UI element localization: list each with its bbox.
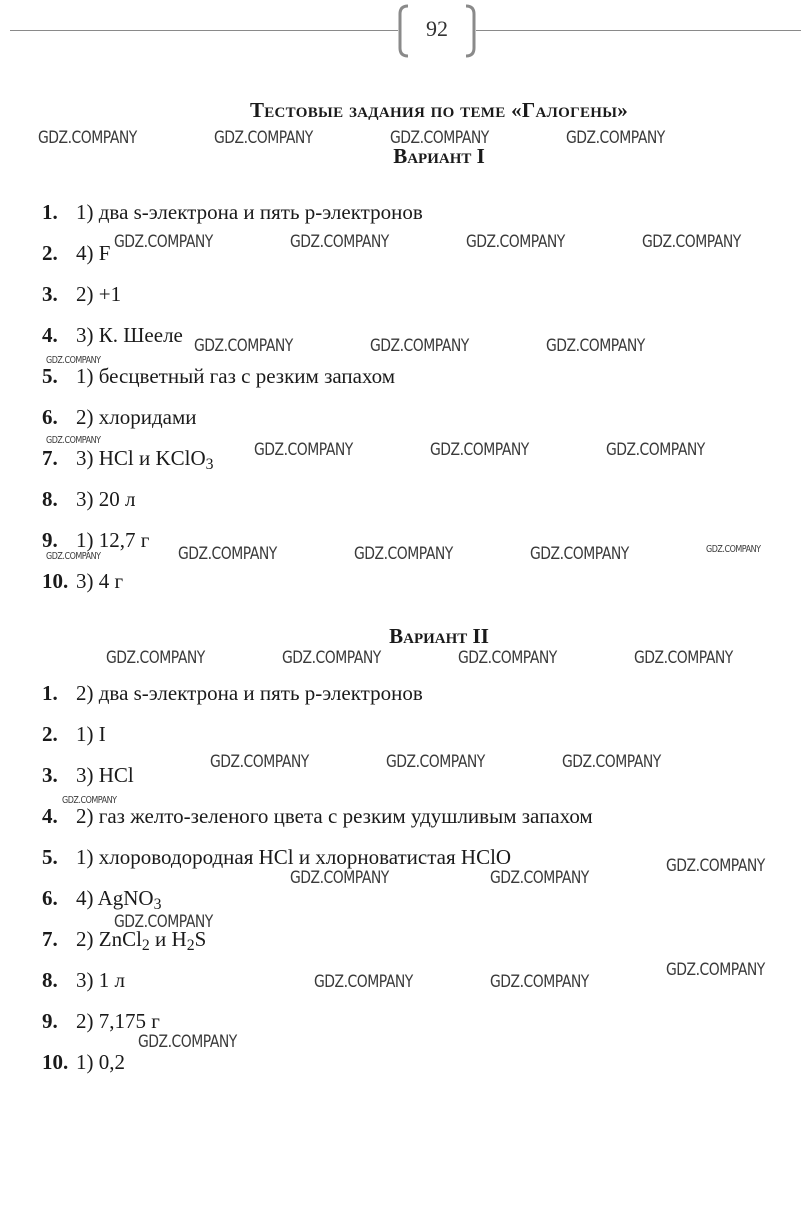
variant1-answer-2	[42, 241, 110, 266]
watermark: GDZ.COMPANY	[562, 752, 661, 772]
watermark: GDZ.COMPANY	[566, 128, 665, 148]
variant1-answer-10	[42, 569, 123, 594]
header-rule-left	[10, 30, 398, 31]
answer-number: 10.	[42, 1050, 69, 1074]
answer-text: 2) газ желто-зеленого цвета с резким удушливым запахом	[76, 804, 593, 828]
answer-text: 2) ZnCl	[76, 927, 142, 951]
answer-number: 3.	[42, 763, 58, 787]
watermark: GDZ.COMPANY	[314, 972, 413, 992]
answer-number: 8.	[42, 968, 58, 992]
subscript-2: 2	[186, 936, 195, 954]
answer-number: 6.	[42, 405, 58, 429]
watermark: GDZ.COMPANY	[210, 752, 309, 772]
subscript: 2	[141, 936, 150, 954]
answer-text: 4) F	[76, 241, 111, 265]
answer-number: 2.	[42, 722, 58, 746]
page-number: 92	[426, 16, 448, 41]
watermark: GDZ.COMPANY	[490, 972, 589, 992]
answer-number: 2.	[42, 241, 58, 265]
answer-text: 3) К. Шееле	[76, 323, 183, 347]
answer-number: 7.	[42, 446, 58, 470]
variant2-answer-5	[42, 845, 511, 870]
answer-number: 3.	[42, 282, 58, 306]
watermark: GDZ.COMPANY	[194, 336, 293, 356]
answer-number: 1.	[42, 200, 58, 224]
watermark: GDZ.COMPANY	[634, 648, 733, 668]
watermark: GDZ.COMPANY	[430, 440, 529, 460]
answer-number: 9.	[42, 528, 58, 552]
watermark: GDZ.COMPANY	[254, 440, 353, 460]
watermark: GDZ.COMPANY	[106, 648, 205, 668]
answer-text-mid: и H	[149, 927, 187, 951]
variant1-answer-4	[42, 323, 183, 348]
answer-text: 3) HCl	[76, 763, 134, 787]
variant1-answer-6	[42, 405, 197, 430]
answer-text: 1) хлороводородная HCl и хлорноватистая HClO	[76, 845, 512, 869]
watermark: GDZ.COMPANY	[46, 355, 101, 366]
watermark: GDZ.COMPANY	[214, 128, 313, 148]
answer-number: 6.	[42, 886, 58, 910]
answer-number: 10.	[42, 569, 69, 593]
variant1-answer-3	[42, 282, 121, 307]
answer-text: 3) 1 л	[76, 968, 125, 992]
watermark: GDZ.COMPANY	[390, 128, 489, 148]
answer-text-end: S	[194, 927, 207, 951]
watermark: GDZ.COMPANY	[386, 752, 485, 772]
variant2-answer-4	[42, 804, 593, 829]
answer-text: 1) 12,7 г	[76, 528, 150, 552]
subscript: 3	[205, 455, 214, 473]
variant2-answer-1	[42, 681, 423, 706]
variant1-answer-5	[42, 364, 395, 389]
variant1-heading: Вариант I	[393, 144, 485, 168]
variant2-answer-8	[42, 968, 125, 993]
watermark: GDZ.COMPANY	[38, 128, 137, 148]
variant1-answer-1	[42, 200, 423, 225]
answer-number: 7.	[42, 927, 58, 951]
watermark: GDZ.COMPANY	[546, 336, 645, 356]
answer-number: 4.	[42, 323, 58, 347]
answer-number: 4.	[42, 804, 58, 828]
answer-text: 1) 0,2	[76, 1050, 125, 1074]
variant1-answer-9	[42, 528, 149, 553]
watermark: GDZ.COMPANY	[706, 544, 761, 555]
answer-text: 3) HCl и KClO	[76, 446, 206, 470]
watermark: GDZ.COMPANY	[466, 232, 565, 252]
watermark: GDZ.COMPANY	[282, 648, 381, 668]
watermark: GDZ.COMPANY	[178, 544, 277, 564]
variant2-answer-6	[42, 886, 161, 911]
watermark: GDZ.COMPANY	[642, 232, 741, 252]
watermark: GDZ.COMPANY	[290, 868, 389, 888]
answer-text: 1) I	[76, 722, 106, 746]
page-title: Тестовые задания по теме «Галогены»	[249, 98, 629, 122]
watermark: GDZ.COMPANY	[354, 544, 453, 564]
variant1-answer-8	[42, 487, 135, 512]
watermark: GDZ.COMPANY	[530, 544, 629, 564]
watermark: GDZ.COMPANY	[666, 960, 765, 980]
header-rule-right	[476, 30, 801, 31]
page-number-frame	[398, 4, 476, 58]
watermark: GDZ.COMPANY	[138, 1032, 237, 1052]
watermark: GDZ.COMPANY	[490, 868, 589, 888]
watermark: GDZ.COMPANY	[114, 912, 213, 932]
watermark: GDZ.COMPANY	[290, 232, 389, 252]
answer-number: 5.	[42, 364, 58, 388]
watermark: GDZ.COMPANY	[370, 336, 469, 356]
watermark: GDZ.COMPANY	[606, 440, 705, 460]
watermark: GDZ.COMPANY	[666, 856, 765, 876]
answer-number: 9.	[42, 1009, 58, 1033]
watermark: GDZ.COMPANY	[46, 435, 101, 446]
answer-text: 2) +1	[76, 282, 122, 306]
answer-text: 4) AgNO	[76, 886, 154, 910]
watermark: GDZ.COMPANY	[114, 232, 213, 252]
variant2-answer-3	[42, 763, 134, 788]
answer-text: 1) два s-электрона и пять p-электронов	[76, 200, 423, 224]
answer-number: 8.	[42, 487, 58, 511]
answer-text: 2) хлоридами	[76, 405, 197, 429]
variant2-answer-9	[42, 1009, 160, 1034]
variant2-answer-10	[42, 1050, 125, 1075]
answer-text: 1) бесцветный газ с резким запахом	[76, 364, 396, 388]
variant2-heading: Вариант II	[389, 624, 489, 648]
answer-text: 3) 20 л	[76, 487, 136, 511]
subscript: 3	[153, 895, 162, 913]
answer-number: 5.	[42, 845, 58, 869]
answer-text: 2) 7,175 г	[76, 1009, 160, 1033]
watermark: GDZ.COMPANY	[458, 648, 557, 668]
answer-number: 1.	[42, 681, 58, 705]
answer-text: 3) 4 г	[76, 569, 124, 593]
watermark: GDZ.COMPANY	[62, 795, 117, 806]
answer-text: 2) два s-электрона и пять p-электронов	[76, 681, 423, 705]
watermark: GDZ.COMPANY	[46, 551, 101, 562]
variant1-answer-7	[42, 446, 214, 471]
variant2-answer-2	[42, 722, 106, 747]
